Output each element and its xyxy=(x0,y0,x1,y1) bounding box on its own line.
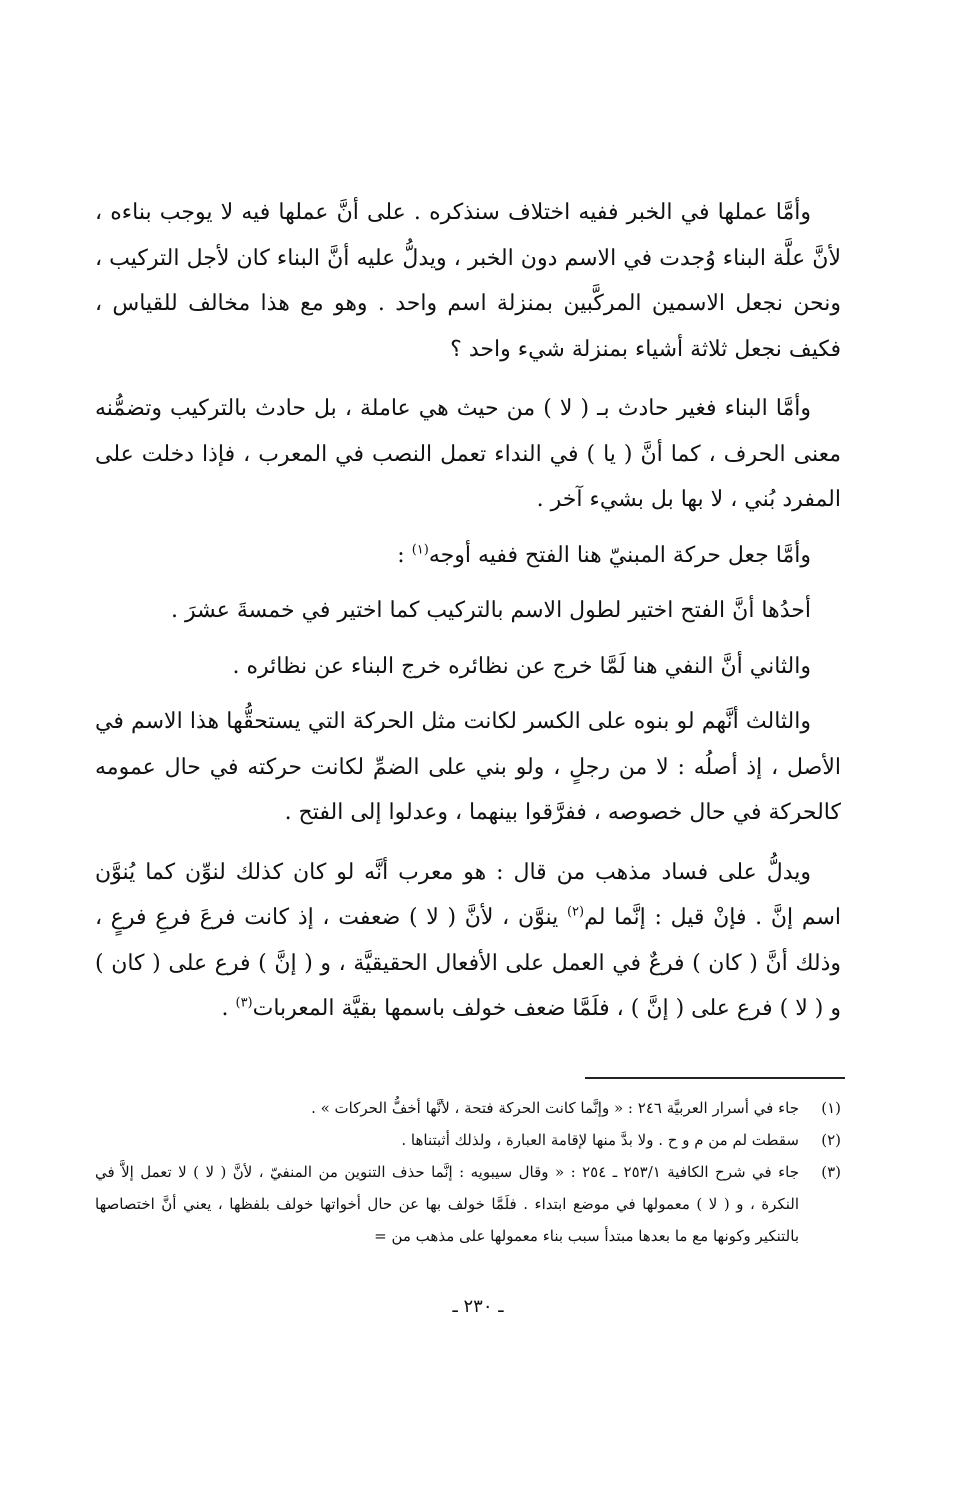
page-number: ـ ٢٣٠ ـ xyxy=(452,1296,504,1317)
main-text xyxy=(95,190,841,1032)
paragraph-5: والثاني أنَّ النفي هنا لَمَّا خرج عن نظائره خرج البناء عن نظائره . xyxy=(232,653,811,679)
footnote-ref-3: (٣) xyxy=(235,995,253,1011)
footnote-3 xyxy=(95,1156,841,1252)
footnote-text: جاء في أسرار العربيَّة ٢٤٦ : « وإنَّما كانت الحركة فتحة ، لأنَّها أخفُّ الحركات » . xyxy=(311,1099,799,1117)
footnote-text: جاء في شرح الكافية ٢٥٣/١ ـ ٢٥٤ : « وقال سيبويه : إنَّما حذف التنوين من المنفيّ ، لأنَّ ( لا ) لا تعمل إلاَّ في النكرة ، و ( لا ) معمولها في موضع ابتداء . فلَمَّا خولف بها عن حال أخواتها خولف بلفظها ، يعني أنَّ اختصاصها بالتنكير وكونها مع ما بعدها مبتدأ سبب بناء معمولها على مذهب من = xyxy=(95,1163,799,1245)
footnote-divider xyxy=(585,1077,845,1079)
footnote-ref-1: (١) xyxy=(411,542,429,558)
footnote-ref-2: (٢) xyxy=(566,904,585,920)
footnotes xyxy=(95,1092,841,1252)
footnote-number: (٣) xyxy=(821,1163,841,1181)
footnote-number: (١) xyxy=(821,1099,841,1117)
paragraph-6: والثالث أنَّهم لو بنوه على الكسر لكانت مثل الحركة التي يستحقُّها هذا الاسم في الأصل ، إذ أصلُه : لا من رجلٍ ، ولو بني على الضمِّ لكانت حركته في حال عمومه كالحركة في حال خصوصه ، ففرَّقوا بينهما ، وعدلوا إلى الفتح . xyxy=(95,709,841,825)
paragraph-7: ويدلُّ على فساد مذهب من قال : هو معرب أنَّه لو كان كذلك لنوِّن كما يُنوَّن اسم إنَّ . فإنْ قيل : إنَّما لم$^{(٢)}$ ينوَّن ، لأنَّ ( لا ) ضعفت ، إذ كانت فرعَ فرعِ فرعٍ ، وذلك أنَّ ( كان ) فرعٌ في العمل على الأفعال الحقيقيَّة ، و ( إنَّ ) فرع على ( كان ) و ( لا ) فرع على ( إنَّ ) ، فلَمَّا ضعف خولف باسمها بقيَّة المعربات$^{(٣)}$ . xyxy=(95,859,842,1021)
paragraph-1: وأمَّا عملها في الخبر ففيه اختلاف سنذكره . على أنَّ عملها فيه لا يوجب بناءه ، لأنَّ علَّة البناء وُجدت في الاسم دون الخبر ، ويدلُّ عليه أنَّ البناء كان لأجل التركيب ، ونحن نجعل الاسمين المركَّبين بمنزلة اسم واحد . وهو مع هذا مخالف للقياس ، فكيف نجعل ثلاثة أشياء بمنزلة شيء واحد ؟ xyxy=(95,200,841,362)
paragraph-3: وأمَّا جعل حركة المبنيّ هنا الفتح ففيه أوجه$^{(١)}$ : xyxy=(397,542,811,568)
footnote-2 xyxy=(95,1124,841,1156)
paragraph-2: وأمَّا البناء فغير حادث بـ ( لا ) من حيث هي عاملة ، بل حادث بالتركيب وتضمُّنه معنى الحرف ، كما أنَّ ( يا ) في النداء تعمل النصب في المعرب ، فإذا دخلت على المفرد بُني ، لا بها بل بشيء آخر . xyxy=(95,396,841,512)
footnote-1 xyxy=(95,1092,841,1124)
footnote-text: سقطت لم من م و ح . ولا بدَّ منها لإقامة العبارة ، ولذلك أثبتناها . xyxy=(401,1131,799,1149)
paragraph-4: أحدُها أنَّ الفتح اختير لطول الاسم بالتركيب كما اختير في خمسةَ عشرَ . xyxy=(170,598,811,623)
footnote-number: (٢) xyxy=(821,1131,841,1149)
